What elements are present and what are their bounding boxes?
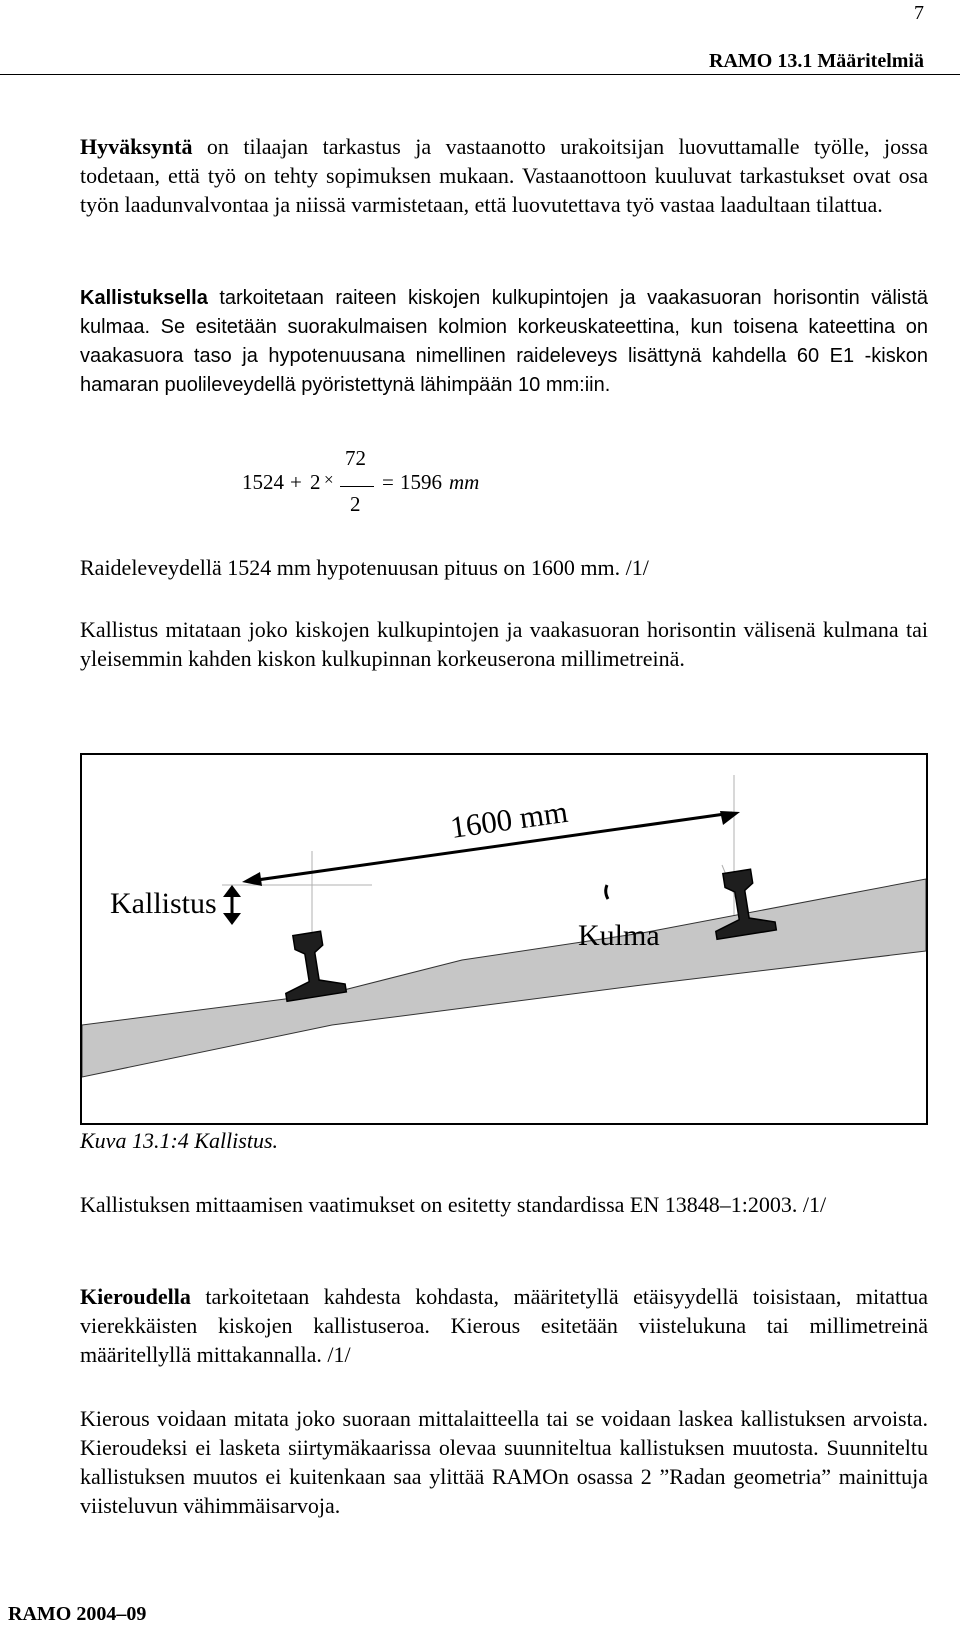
running-header: RAMO 13.1 Määritelmiä xyxy=(709,50,924,72)
paragraph-hypotenuse: Raideleveydellä 1524 mm hypotenuusan pituus on 1600 mm. /1/ xyxy=(80,555,649,580)
cant-arrowhead-down xyxy=(223,913,241,925)
term-hyvaksynta: Hyväksyntä xyxy=(80,134,193,159)
term-kallistuksella: Kallistuksella xyxy=(80,287,208,309)
header-rule xyxy=(0,74,960,75)
term-kieroudella: Kieroudella xyxy=(80,1284,191,1309)
formula-base: 1524 xyxy=(242,470,284,494)
paragraph-kierous-definition xyxy=(80,1282,928,1369)
cant-arrowhead-up xyxy=(223,885,241,897)
fraction-bar xyxy=(340,486,374,487)
formula-result: 1596 xyxy=(400,470,442,494)
dimension-label: 1600 mm xyxy=(448,793,570,845)
formula-numerator: 72 xyxy=(345,446,366,470)
paragraph-hyvaksynta xyxy=(80,132,928,219)
angle-mark xyxy=(606,885,608,899)
dimension-arrowhead-right xyxy=(720,811,740,825)
footer-document-id: RAMO 2004–09 xyxy=(8,1603,147,1625)
kulma-label: Kulma xyxy=(578,919,660,952)
formula-two: 2 xyxy=(310,470,321,494)
paragraph-text: tarkoitetaan kahdesta kohdasta, määritetyllä etäisyydellä toisistaan, mitattua vierekkäisten kiskojen kallistuseroa. Kierous esitetään viistelukuna tai millimetreinä määritellyllä mittakannalla. /1/ xyxy=(80,1284,928,1367)
formula-times: × xyxy=(324,470,334,489)
dimension-arrowhead-left xyxy=(242,872,262,886)
formula-equals: = xyxy=(382,470,394,494)
figure-cant-diagram xyxy=(80,753,928,1125)
rail-left-icon xyxy=(277,929,346,1002)
paragraph-text: tarkoitetaan raiteen kiskojen kulkupintojen ja vaakasuoran horisontin välistä kulmaa. Se esitetään suorakulmaisen kolmion korkeuskateettina, kun toisena kateettina on vaakasuora taso ja hypotenuusana nimellinen raideleveys lisättynä kahdella 60 E1 -kiskon hamaran puolileveydellä pyöristettynä lähimpään 10 mm:iin. xyxy=(80,287,928,396)
figure-caption: Kuva 13.1:4 Kallistus. xyxy=(80,1128,279,1153)
paragraph-measurement: Kallistus mitataan joko kiskojen kulkupintojen ja vaakasuoran horisontin välisenä kulmana tai yleisemmin kahden kiskon kulkupinnan korkeuserona millimetreinä. xyxy=(80,617,928,671)
formula-unit: mm xyxy=(449,470,480,494)
kallistus-label: Kallistus xyxy=(110,887,217,920)
paragraph-text: on tilaajan tarkastus ja vastaanotto urakoitsijan luovuttamalle työlle, jossa todetaan, että työ on tehty sopimuksen mukaan. Vastaanottoon kuuluvat tarkastukset ovat osa työn laadunvalvontaa ja niissä varmistetaan, että luovutettava työ vastaa laadultaan tilattua. xyxy=(80,134,928,217)
paragraph-kierous-measurement: Kierous voidaan mitata joko suoraan mittalaitteella tai se voidaan laskea kallistuksen arvoista. Kieroudeksi ei lasketa siirtymäkaarissa olevaa suunniteltua kallistuksen muutosta. Suunniteltu kallistuksen muutos ei kuitenkaan saa ylittää RAMOn osassa 2 ”Radan geometria” mainittuja viisteluvun vähimmäisarvoja. xyxy=(80,1406,928,1518)
cant-diagram-svg xyxy=(82,755,926,1123)
page-number: 7 xyxy=(914,2,924,24)
formula xyxy=(242,446,502,536)
formula-plus: + xyxy=(290,470,302,494)
paragraph-kallistus-definition xyxy=(80,284,928,400)
paragraph-standard: Kallistuksen mittaamisen vaatimukset on esitetty standardissa EN 13848–1:2003. /1/ xyxy=(80,1192,827,1217)
formula-denominator: 2 xyxy=(350,492,361,516)
